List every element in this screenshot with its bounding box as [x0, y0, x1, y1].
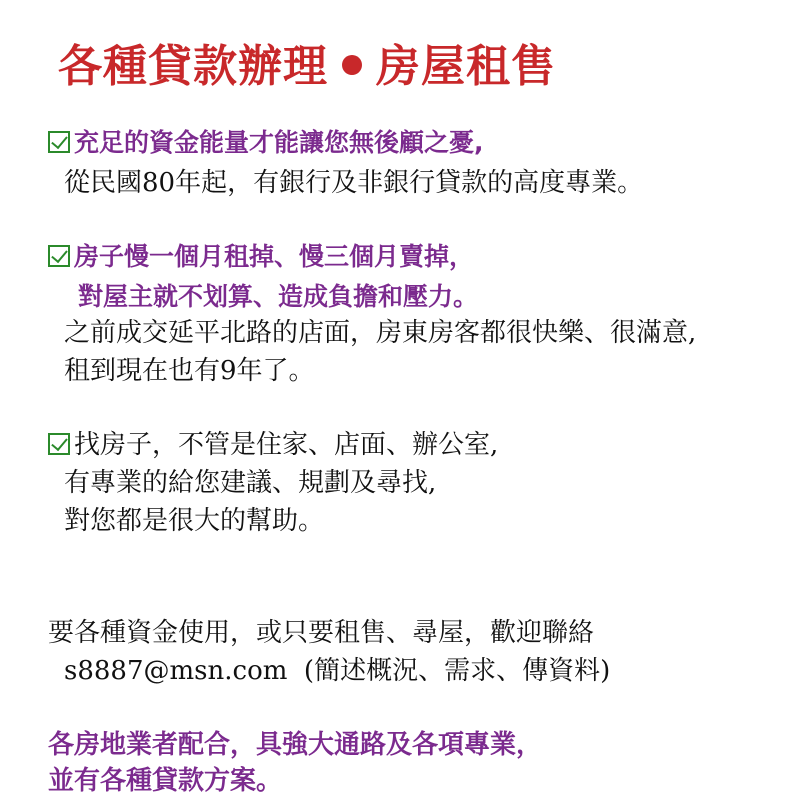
section-2-headline-2: 對屋主就不划算、造成負擔和壓力。 [78, 282, 479, 311]
section-2-body-2: 租到現在也有9年了。 [64, 356, 315, 386]
section-1-headline: 充足的資金能量才能讓您無後顧之憂, [48, 126, 484, 160]
section-3-line-1: 找房子，不管是住家、店面、辦公室, [48, 428, 498, 462]
section-3-line-3: 對您都是很大的幫助。 [64, 506, 325, 536]
footer-line-2: 並有各種貸款方案。 [48, 766, 283, 796]
title-rental: 房屋租售 [376, 41, 556, 92]
section-3-line-2: 有專業的給您建議、規劃及尋找, [64, 468, 437, 498]
page-title [58, 30, 556, 94]
checked-box-icon [48, 245, 70, 267]
contact-note: (簡述概況、需求、傳資料) [303, 656, 611, 686]
section-2-headline: 房子慢一個月租掉、慢三個月賣掉， [48, 240, 474, 274]
contact-email[interactable]: s8887@msn.com [64, 656, 288, 686]
bullet-dot-icon [342, 55, 362, 75]
checked-box-icon [48, 433, 70, 455]
section-1-body: 從民國80年起，有銀行及非銀行貸款的高度專業。 [64, 168, 644, 198]
contact-line: 要各種資金使用，或只要租售、尋屋，歡迎聯絡 [48, 618, 595, 648]
footer-line-1: 各房地業者配合，具強大通路及各項專業， [48, 730, 543, 760]
contact-detail [64, 654, 610, 688]
checked-box-icon [48, 131, 70, 153]
section-2-body-1: 之前成交延平北路的店面，房東房客都很快樂、很滿意, [64, 318, 697, 348]
title-loans: 各種貸款辦理 [58, 41, 328, 92]
